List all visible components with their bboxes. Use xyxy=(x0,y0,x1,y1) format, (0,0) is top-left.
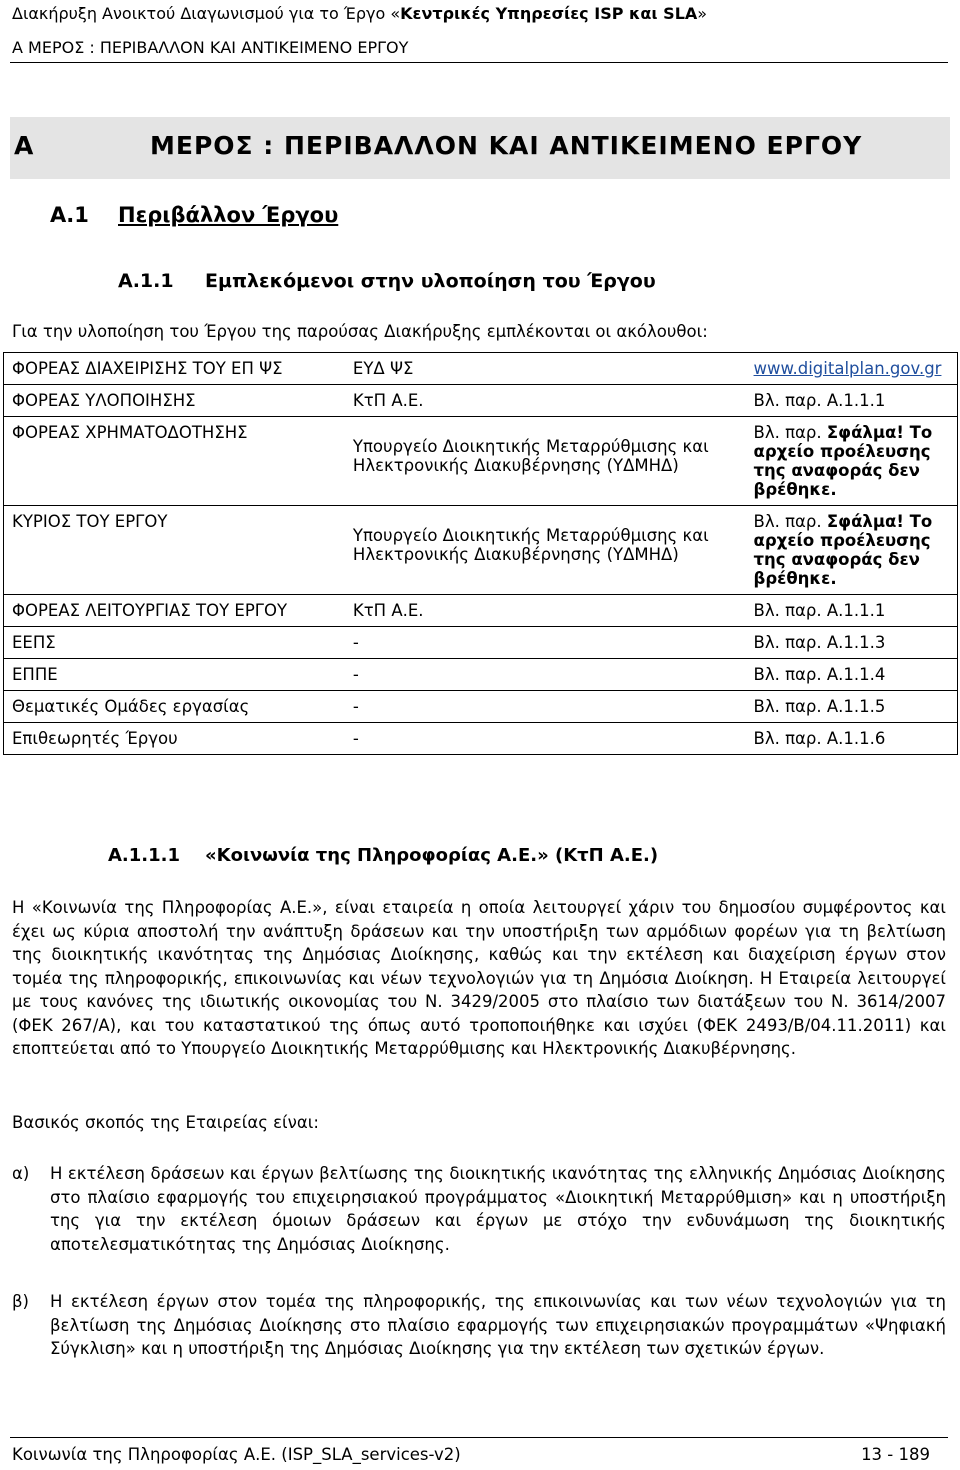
entity-cell: - xyxy=(345,691,746,723)
table-row xyxy=(4,595,958,627)
role-cell: ΚΥΡΙΟΣ ΤΟΥ ΕΡΓΟΥ xyxy=(4,506,345,595)
reference-cell: Βλ. παρ. Α.1.1.1 xyxy=(746,385,958,417)
entity-cell xyxy=(345,506,746,595)
running-header-part: Α ΜΕΡΟΣ : ΠΕΡΙΒΑΛΛΟΝ ΚΑΙ ΑΝΤΙΚΕΙΜΕΝΟ ΕΡΓΟΥ xyxy=(12,38,409,57)
table-row xyxy=(4,627,958,659)
running-header-title xyxy=(12,4,707,23)
role-cell: ΦΟΡΕΑΣ ΔΙΑΧΕΙΡΙΣΗΣ ΤΟΥ ΕΠ ΨΣ xyxy=(4,353,345,385)
reference-cell: Βλ. παρ. Α.1.1.3 xyxy=(746,627,958,659)
role-cell: Επιθεωρητές Έργου xyxy=(4,723,345,755)
entity-cell: - xyxy=(345,659,746,691)
reference-prefix: Βλ. παρ. xyxy=(753,512,827,531)
header-divider xyxy=(10,62,948,63)
reference-cell: Βλ. παρ. Α.1.1.5 xyxy=(746,691,958,723)
list-marker: α) xyxy=(12,1164,30,1183)
list-item-text: Η εκτέλεση έργων στον τομέα της πληροφορικής, της επικοινωνίας και των νέων τεχνολογιών για τη βελτίωση της Δημόσιας Διοίκησης στο πλαίσιο εφαρμογής των επιχειρησιακών προγραμμάτων «Ψηφιακή Σύγκλιση» και η υποστήριξη της Δημόσιας Διοίκησης για την εκτέλεση των σχετικών έργων. xyxy=(50,1292,946,1358)
entity-text: Υπουργείο Διοικητικής Μεταρρύθμισης και Ηλεκτρονικής Διακυβέρνησης (ΥΔΜΗΔ) xyxy=(352,437,709,475)
entity-text: Υπουργείο Διοικητικής Μεταρρύθμισης και Ηλεκτρονικής Διακυβέρνησης (ΥΔΜΗΔ) xyxy=(352,526,709,564)
role-cell: ΕΠΠΕ xyxy=(4,659,345,691)
header-project-name: Κεντρικές Υπηρεσίες ISP και SLA xyxy=(400,4,698,23)
part-heading xyxy=(10,117,950,179)
section-number: Α.1 xyxy=(50,203,89,227)
entity-cell: - xyxy=(345,627,746,659)
reference-cell: Βλ. παρ. Α.1.1.4 xyxy=(746,659,958,691)
section-title: Περιβάλλον Έργου xyxy=(118,203,339,227)
footer-divider xyxy=(10,1437,948,1438)
list-item-text: Η εκτέλεση δράσεων και έργων βελτίωσης της διοικητικής ικανότητας της ελληνικής Δημόσιας Διοίκησης στο πλαίσιο εφαρμογής του επιχειρησιακού προγράμματος «Διοικητική Μεταρρύθμιση» και η υποστήριξη της για την εκτέλεση όμοιων δράσεων και έργων με στόχο την ενδυνάμωση της διοικητικής αποτελεσματικότητας της Δημόσιας Διοίκησης. xyxy=(50,1164,946,1254)
reference-error: Σφάλμα! Το αρχείο προέλευσης της αναφοράς δεν βρέθηκε. xyxy=(753,423,933,499)
subsubsection-title: «Κοινωνία της Πληροφορίας Α.Ε.» (ΚτΠ Α.Ε.) xyxy=(205,845,659,866)
list-marker: β) xyxy=(12,1292,29,1311)
subsubsection-number: Α.1.1.1 xyxy=(108,845,181,866)
header-prefix: Διακήρυξη Ανοικτού Διαγωνισμού για το Έργο « xyxy=(12,4,401,23)
reference-error: Σφάλμα! Το αρχείο προέλευσης της αναφοράς δεν βρέθηκε. xyxy=(753,512,933,588)
subsection-title: Εμπλεκόμενοι στην υλοποίηση του Έργου xyxy=(205,270,656,292)
role-cell: Θεματικές Ομάδες εργασίας xyxy=(4,691,345,723)
reference-prefix: Βλ. παρ. xyxy=(753,423,827,442)
part-letter: Α xyxy=(14,131,34,160)
role-cell: ΦΟΡΕΑΣ ΧΡΗΜΑΤΟΔΟΤΗΣΗΣ xyxy=(4,417,345,506)
paragraph: Βασικός σκοπός της Εταιρείας είναι: xyxy=(12,1113,319,1132)
footer-document-info: Κοινωνία της Πληροφορίας Α.Ε. (ISP_SLA_services-v2) xyxy=(12,1445,461,1464)
reference-cell xyxy=(746,506,958,595)
paragraph: Η «Κοινωνία της Πληροφορίας Α.Ε.», είναι εταιρεία η οποία λειτουργεί χάριν του δημοσίου συμφέροντος και έχει ως κύρια αποστολή την ανάπτυξη δράσεων και την υποστήριξη των αρμόδιων φορέων για τη βελτίωση της διοικητικής ικανότητας της Δημόσιας Διοίκησης, καθώς και την εκτέλεση και διαχείριση έργων στον τομέα της πληροφορικής, επικοινωνίας και νέων τεχνολογιών για τη Δημόσια Διοίκηση. Η Εταιρεία λειτουργεί με τους κανόνες της ιδιωτικής οικονομίας του Ν. 3429/2005 στο πλαίσιο των διατάξεων του Ν. 3614/2007 (ΦΕΚ 267/Α), και του καταστατικού της όπως αυτό τροποποιήθηκε και ισχύει (ΦΕΚ 2493/Β/04.11.2011) και εποπτεύεται από το Υπουργείο Διοικητικής Μεταρρύθμισης και Ηλεκτρονικής Διακυβέρνησης. xyxy=(12,898,946,1058)
entity-cell: ΚτΠ Α.Ε. xyxy=(345,595,746,627)
role-cell: ΕΕΠΣ xyxy=(4,627,345,659)
reference-cell: Βλ. παρ. Α.1.1.1 xyxy=(746,595,958,627)
reference-cell xyxy=(746,417,958,506)
stakeholders-table xyxy=(3,352,958,755)
entity-cell: ΕΥΔ ΨΣ xyxy=(345,353,746,385)
subsection-number: Α.1.1 xyxy=(118,270,174,292)
table-row xyxy=(4,417,958,506)
table-row xyxy=(4,691,958,723)
table-row xyxy=(4,723,958,755)
role-cell: ΦΟΡΕΑΣ ΛΕΙΤΟΥΡΓΙΑΣ ΤΟΥ ΕΡΓΟΥ xyxy=(4,595,345,627)
entity-cell: - xyxy=(345,723,746,755)
reference-cell xyxy=(746,353,958,385)
entity-cell: ΚτΠ Α.Ε. xyxy=(345,385,746,417)
table-row xyxy=(4,353,958,385)
intro-text: Για την υλοποίηση του Έργου της παρούσας Διακήρυξης εμπλέκονται οι ακόλουθοι: xyxy=(12,322,708,341)
digitalplan-link[interactable]: www.digitalplan.gov.gr xyxy=(753,359,942,378)
reference-cell: Βλ. παρ. Α.1.1.6 xyxy=(746,723,958,755)
header-suffix: » xyxy=(697,4,708,23)
table-row xyxy=(4,659,958,691)
table-row xyxy=(4,385,958,417)
role-cell: ΦΟΡΕΑΣ ΥΛΟΠΟΙΗΣΗΣ xyxy=(4,385,345,417)
table-row xyxy=(4,506,958,595)
part-title: ΜΕΡΟΣ : ΠΕΡΙΒΑΛΛΟΝ ΚΑΙ ΑΝΤΙΚΕΙΜΕΝΟ ΕΡΓΟΥ xyxy=(150,131,863,160)
entity-cell xyxy=(345,417,746,506)
page-number: 13 - 189 xyxy=(861,1445,930,1464)
